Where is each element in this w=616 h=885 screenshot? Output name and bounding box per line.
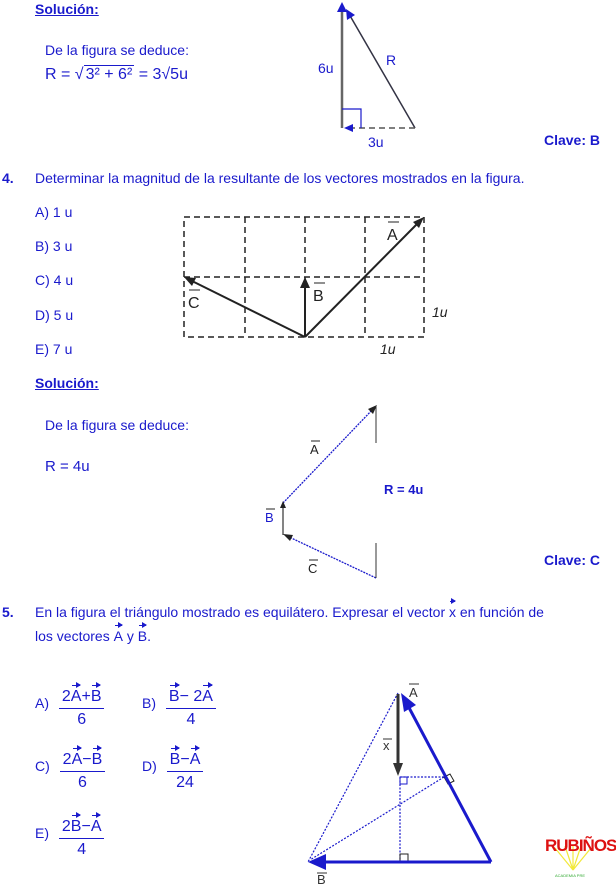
solution-polygon-figure (0, 390, 600, 590)
formula-result: 3√5u (152, 66, 188, 83)
option-a: A) $\frac{2A+B}{6}$ (35, 680, 104, 729)
formula-lhs: R (45, 66, 57, 83)
option-letter: C) (35, 758, 50, 775)
result-label: R = 4u (384, 482, 424, 497)
equilateral-triangle-figure (0, 670, 600, 885)
formula: R = √ 3² + 6² = 3√5u (45, 66, 188, 83)
option-a: A) 1 u (35, 204, 73, 220)
option-letter: A) (35, 695, 49, 712)
vector-grid-figure (0, 200, 600, 370)
option-c: C) 4 u (35, 272, 74, 288)
label-vector-a: A (387, 227, 398, 244)
logo-subtitle: ACADEMIA PRE (555, 873, 586, 878)
option-d: D) 5 u (35, 307, 74, 323)
label-vector-c: C (308, 561, 318, 576)
question-text-line2 (35, 628, 151, 644)
rubinos-logo (545, 828, 616, 883)
option-letter: D) (142, 758, 157, 775)
unit-vertical-label: 1u (432, 304, 448, 320)
deduce-text: De la figura se deduce: (45, 417, 189, 433)
option-d: D) $\frac{B-A}{24}$ (142, 743, 203, 792)
label-vector-a: A (409, 685, 418, 700)
question-number: 4. (2, 170, 14, 186)
option-letter: E) (35, 825, 49, 842)
answer-key: Clave: C (543, 552, 600, 568)
option-e: E) 7 u (35, 341, 73, 357)
text-segment: En la figura el triángulo mostrado es equilátero. Expresar el vector (35, 604, 449, 620)
vector-x: x (449, 604, 456, 620)
text-segment: . (147, 628, 151, 644)
label-r: R (386, 52, 397, 68)
formula-radicand: 3² + 6² (85, 66, 133, 83)
label-vector-c: C (188, 295, 200, 312)
label-vector-b: B (317, 872, 326, 885)
text-segment: los vectores (35, 628, 114, 644)
result-text: R = 4u (45, 458, 90, 475)
solution-label: Solución: (35, 375, 99, 391)
logo-text: RUBIÑOS (545, 836, 616, 855)
label-vector-b: B (265, 510, 274, 525)
vector-b: B (137, 628, 148, 644)
unit-horizontal-label: 1u (380, 341, 396, 357)
question-text: Determinar la magnitud de la resultante de los vectores mostrados en la figura. (35, 170, 525, 186)
text-segment: en función de (456, 604, 544, 620)
solution-label: Solución: (35, 1, 99, 17)
option-b: B) $\frac{B- 2A}{4}$ (142, 680, 216, 729)
option-c: C) $\frac{2A-B}{6}$ (35, 743, 105, 792)
label-vector-x: x (383, 738, 390, 753)
label-vector-a: A (310, 442, 319, 457)
text-segment: y (122, 628, 138, 644)
option-b: B) 3 u (35, 238, 73, 254)
label-6u: 6u (318, 60, 334, 76)
answer-key: Clave: B (543, 132, 600, 148)
question-text-line1 (35, 604, 544, 620)
option-e: E) $\frac{2B-A}{4}$ (35, 810, 104, 859)
right-triangle-figure (0, 0, 600, 150)
option-letter: B) (142, 695, 156, 712)
label-3u: 3u (368, 134, 384, 150)
question-number: 5. (2, 604, 14, 620)
deduce-text: De la figura se deduce: (45, 42, 189, 58)
label-vector-b: B (313, 288, 324, 305)
vector-a: A (113, 628, 123, 644)
